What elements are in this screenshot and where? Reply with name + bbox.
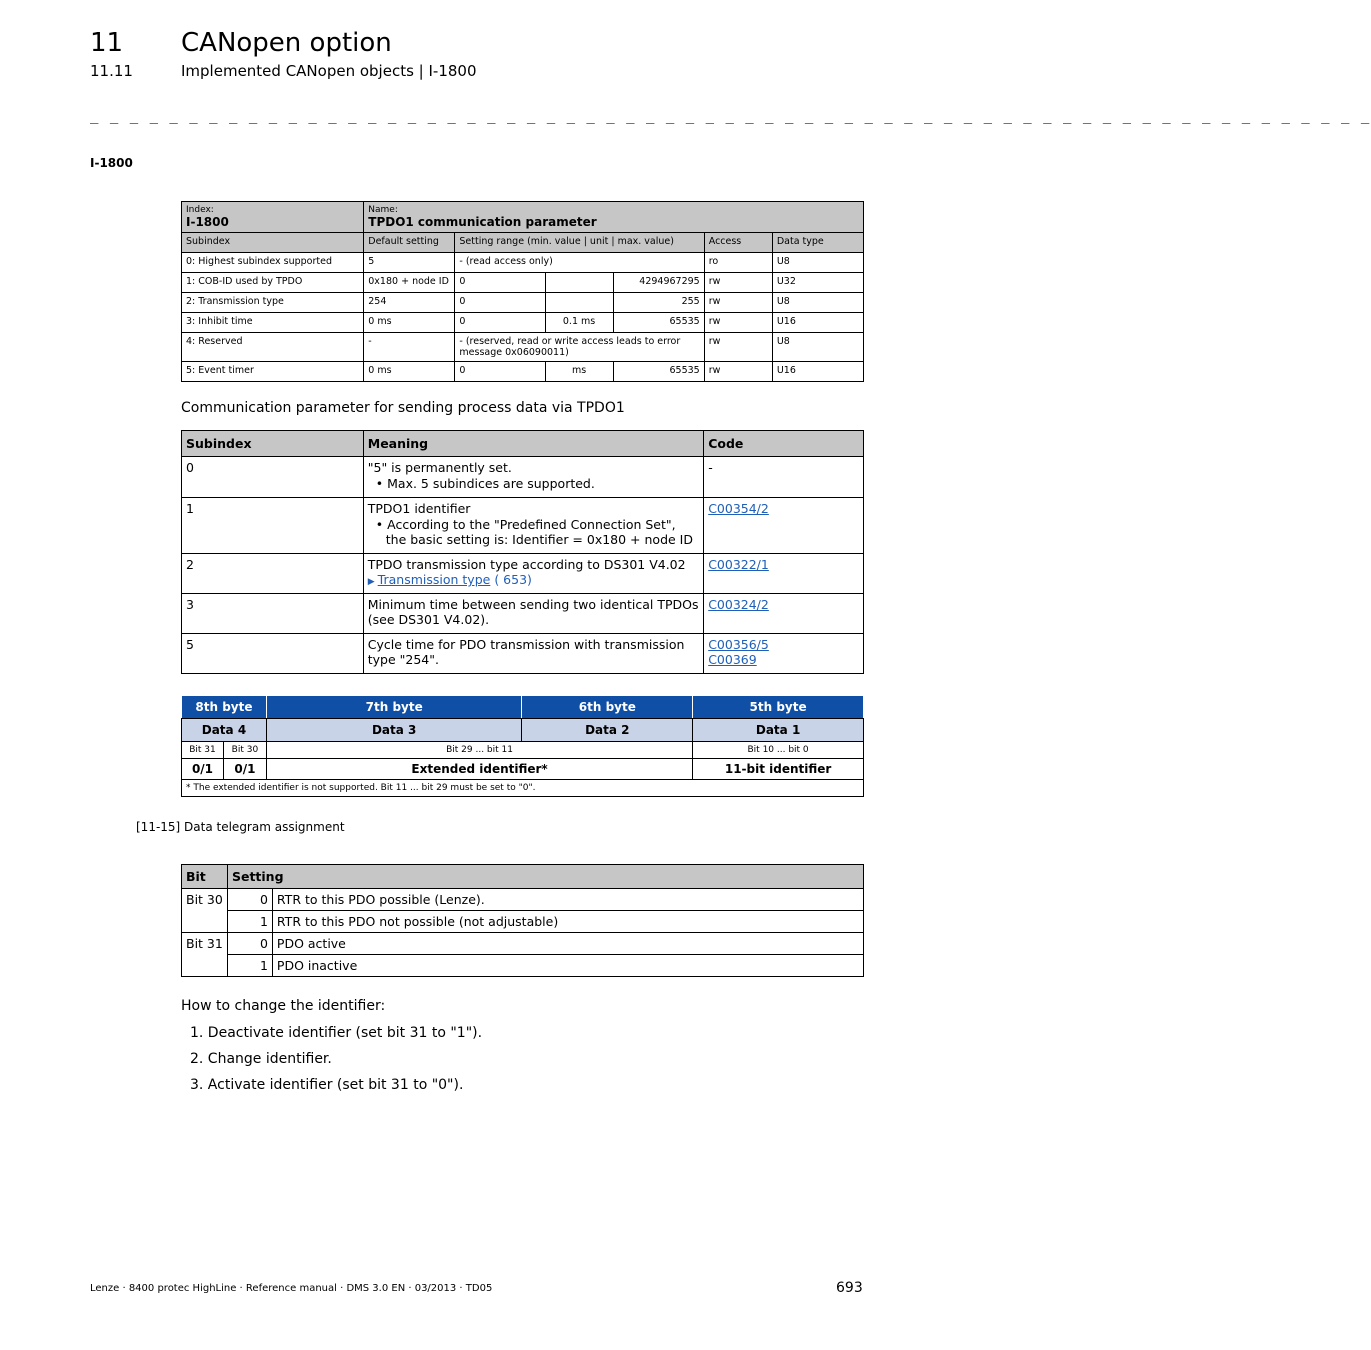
table-row: 5: Event timer 0 ms 0 ms 65535 rw U16 bbox=[182, 362, 864, 382]
table-caption: Communication parameter for sending process data via TPDO1 bbox=[181, 400, 625, 416]
list-item: 2. Change identifier. bbox=[190, 1051, 332, 1067]
code-link[interactable]: C00354/2 bbox=[708, 501, 769, 516]
section-title: Implemented CANopen objects | I-1800 bbox=[181, 62, 477, 80]
code-link[interactable]: C00369 bbox=[708, 652, 757, 667]
list-item: 1. Deactivate identifier (set bit 31 to "1"). bbox=[190, 1025, 483, 1041]
section-number: 11.11 bbox=[90, 62, 133, 80]
telegram-table: 8th byte 7th byte 6th byte 5th byte Data 4 Data 3 Data 2 Data 1 Bit 31 Bit 30 Bit 29 ... bit 11 Bit 10 ... bit 0 0/1 0/1 Extended identifier* 11-bit identifier * The extended identifier is not supported. Bit 11 ... bit 29 must be set to "0". bbox=[181, 695, 864, 797]
col-header: Default setting bbox=[364, 233, 455, 253]
col-header: Subindex bbox=[182, 431, 364, 457]
table-row: 1: COB-ID used by TPDO 0x180 + node ID 0 4294967295 rw U32 bbox=[182, 273, 864, 293]
header-rule: _ _ _ _ _ _ _ _ _ _ _ _ _ _ _ _ _ _ _ _ _ _ _ _ _ _ _ _ _ _ _ _ _ _ _ _ _ _ _ _ _ _ _ _ _ _ _ _ _ _ _ _ _ _ _ _ _ _ _ _ _ _ _ _ _ bbox=[90, 108, 1371, 124]
meaning-table bbox=[181, 430, 864, 674]
col-header: Subindex bbox=[182, 233, 364, 253]
code-link[interactable]: C00356/5 bbox=[708, 637, 769, 652]
col-header: Setting range (min. value | unit | max. value) bbox=[455, 233, 704, 253]
table-row: 5 Cycle time for PDO transmission with transmission type "254". C00356/5 C00369 bbox=[182, 634, 864, 674]
table-row: 2 TPDO transmission type according to DS301 V4.02 ▶ Transmission type ( 653) C00322/1 bbox=[182, 554, 864, 594]
col-header: Code bbox=[704, 431, 864, 457]
table-row: 1 PDO inactive bbox=[182, 955, 864, 977]
footer-text: Lenze · 8400 protec HighLine · Reference manual · DMS 3.0 EN · 03/2013 · TD05 bbox=[90, 1283, 493, 1294]
arrow-right-icon: ▶ bbox=[367, 577, 375, 587]
table-row: 2: Transmission type 254 0 255 rw U8 bbox=[182, 293, 864, 313]
howto-steps bbox=[190, 1025, 482, 1103]
table-row: Bit 31 0 PDO active bbox=[182, 933, 864, 955]
table-row: 1 TPDO1 identifier • According to the "Predefined Connection Set", the basic setting is: Identifier = 0x180 + node ID C00354/2 bbox=[182, 498, 864, 554]
table-row: 4: Reserved - - (reserved, read or write access leads to error message 0x06090011) rw U8 bbox=[182, 333, 864, 362]
transmission-type-link[interactable]: Transmission type bbox=[377, 572, 491, 587]
howto-title: How to change the identifier: bbox=[181, 998, 386, 1014]
table-row: 0: Highest subindex supported 5 - (read access only) ro U8 bbox=[182, 253, 864, 273]
name-cell: Name: TPDO1 communication parameter bbox=[364, 202, 864, 233]
page-ref[interactable]: ( 653) bbox=[494, 572, 532, 587]
parameter-table bbox=[181, 201, 864, 382]
code-link[interactable]: C00322/1 bbox=[708, 557, 769, 572]
table-row: 1 RTR to this PDO not possible (not adjustable) bbox=[182, 911, 864, 933]
page-number: 693 bbox=[836, 1280, 863, 1296]
bit-table: Bit Setting Bit 30 0 RTR to this PDO possible (Lenze). 1 RTR to this PDO not possible (not adjustable) Bit 31 0 PDO active 1 PDO inactive bbox=[181, 864, 864, 977]
table-row: Bit 30 0 RTR to this PDO possible (Lenze). bbox=[182, 889, 864, 911]
table-row: 0 "5" is permanently set. • Max. 5 subindices are supported. - bbox=[182, 457, 864, 498]
index-cell: Index: I-1800 bbox=[182, 202, 364, 233]
figure-caption: [11-15] Data telegram assignment bbox=[136, 820, 345, 834]
chapter-title: CANopen option bbox=[181, 28, 392, 58]
code-link[interactable]: C00324/2 bbox=[708, 597, 769, 612]
table-row: 3: Inhibit time 0 ms 0 0.1 ms 65535 rw U16 bbox=[182, 313, 864, 333]
col-header: Access bbox=[704, 233, 772, 253]
table-row: 3 Minimum time between sending two identical TPDOs (see DS301 V4.02). C00324/2 bbox=[182, 594, 864, 634]
object-heading: I-1800 bbox=[90, 156, 133, 170]
list-item: 3. Activate identifier (set bit 31 to "0"). bbox=[190, 1077, 464, 1093]
chapter-number: 11 bbox=[90, 28, 124, 58]
col-header: Data type bbox=[772, 233, 863, 253]
col-header: Meaning bbox=[363, 431, 703, 457]
